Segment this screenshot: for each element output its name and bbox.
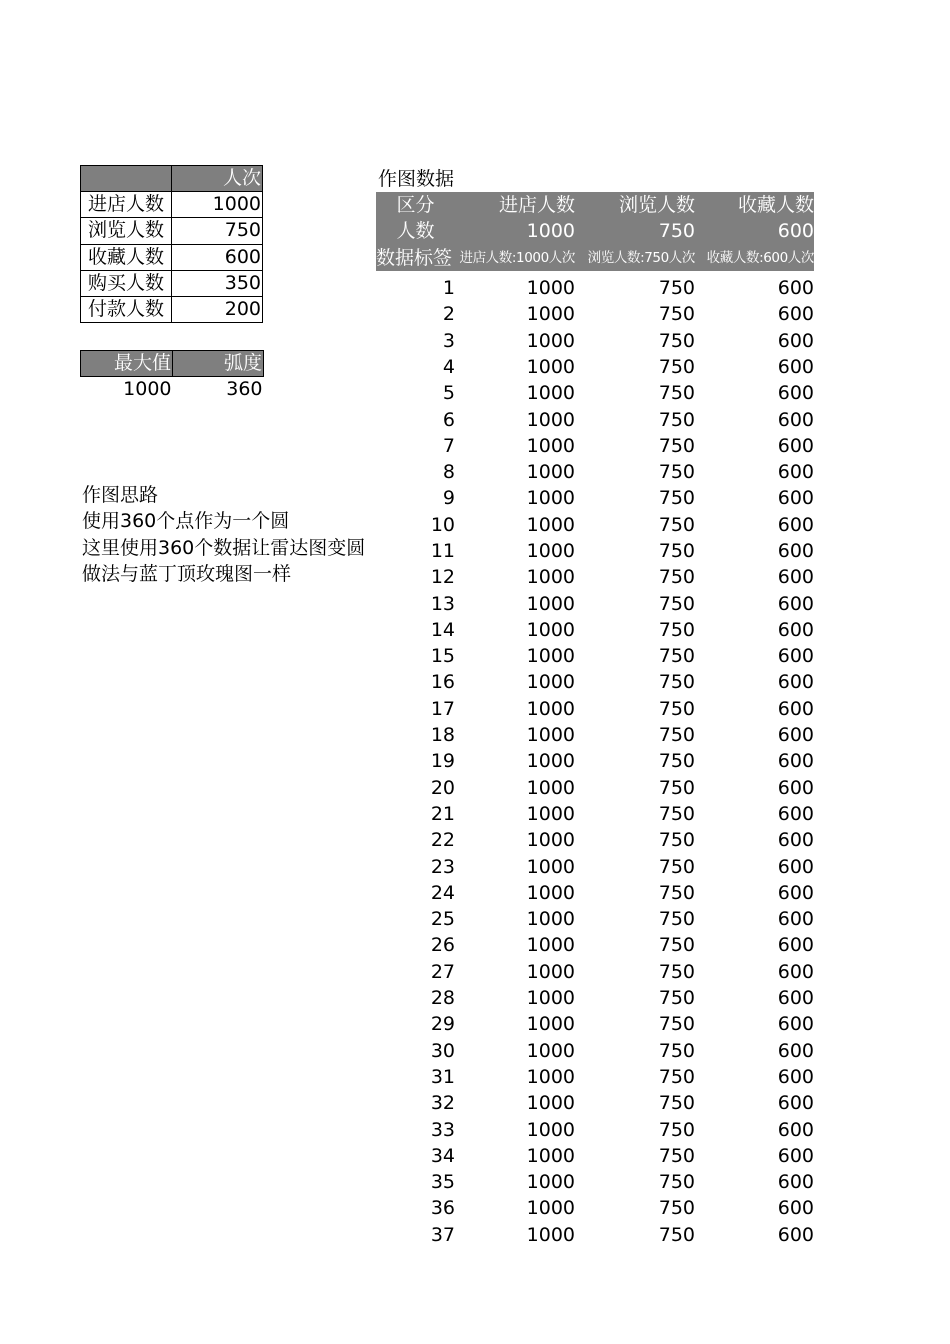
plot-data-cell[interactable]: 600 [777,277,814,300]
plot-data-cell[interactable]: 600 [777,855,814,878]
plot-data-row [376,1222,814,1248]
plot-data-cell[interactable]: 1000 [526,960,575,983]
arc-value-cell[interactable]: 360 [226,378,263,400]
plot-data-cell[interactable]: 25 [430,908,455,931]
plot-data-cell[interactable]: 750 [658,355,695,378]
plot-data-cell[interactable]: 600 [777,566,814,589]
plot-data-row [376,985,814,1011]
plot-data-cell[interactable]: 1000 [526,382,575,405]
summary-row [81,270,263,296]
plot-data-cell[interactable]: 600 [777,829,814,852]
plot-data-cell[interactable]: 600 [777,671,814,694]
plot-data-title[interactable]: 作图数据 [378,168,455,190]
plot-data-cell[interactable]: 30 [430,1039,455,1062]
notes-line[interactable]: 这里使用360个数据让雷达图变圆 [82,536,366,559]
plot-data-table-body [376,192,814,1248]
plot-data-cell[interactable]: 600 [777,303,814,326]
plot-data-cell[interactable]: 1000 [526,1223,575,1246]
plot-data-cell[interactable]: 1000 [526,1197,575,1220]
plot-data-cell[interactable]: 600 [777,1223,814,1246]
plot-data-cell[interactable]: 1000 [526,461,575,484]
plot-data-row [376,1169,814,1195]
plot-count-cell[interactable]: 750 [575,218,695,244]
plot-data-row [376,801,814,827]
plot-data-cell[interactable]: 600 [777,1013,814,1036]
plot-data-cell[interactable]: 1000 [526,1171,575,1194]
summary-label-cell[interactable]: 付款人数 [81,296,172,322]
summary-row [81,296,263,322]
plot-data-row [376,1038,814,1064]
plot-header-cell[interactable]: 区分 [376,192,455,218]
plot-data-cell[interactable]: 600 [777,645,814,668]
plot-data-cell[interactable]: 13 [430,592,455,615]
plot-data-cell[interactable]: 600 [777,776,814,799]
plot-data-cell[interactable]: 750 [658,303,695,326]
plot-data-cell[interactable]: 1000 [526,513,575,536]
plot-data-row [376,906,814,932]
plot-data-row [376,1195,814,1221]
plot-data-cell[interactable]: 2 [442,303,455,326]
plot-data-cell[interactable]: 33 [430,1118,455,1141]
plot-data-cell[interactable]: 18 [430,724,455,747]
plot-data-cell[interactable]: 750 [658,382,695,405]
plot-data-cell[interactable]: 600 [777,434,814,457]
summary-table-body [81,166,263,323]
plot-data-cell[interactable]: 1000 [526,1065,575,1088]
plot-data-cell[interactable]: 750 [658,1197,695,1220]
plot-data-cell[interactable]: 750 [658,750,695,773]
plot-data-cell[interactable]: 1000 [526,303,575,326]
plot-data-row [376,512,814,538]
plot-data-cell[interactable]: 14 [430,618,455,641]
summary-label-cell[interactable]: 购买人数 [81,270,172,296]
plot-data-cell[interactable]: 750 [658,855,695,878]
plot-data-cell[interactable]: 750 [658,987,695,1010]
plot-data-cell[interactable]: 750 [658,461,695,484]
plot-data-cell[interactable]: 1000 [526,1118,575,1141]
plot-data-cell[interactable]: 600 [777,355,814,378]
plot-data-row [376,459,814,485]
plot-data-cell[interactable]: 750 [658,671,695,694]
summary-header-value[interactable]: 人次 [172,166,263,192]
plot-data-row [376,380,814,406]
plot-data-cell[interactable]: 750 [658,1144,695,1167]
plot-data-cell[interactable]: 36 [430,1197,455,1220]
summary-label-cell[interactable]: 浏览人数 [81,218,172,244]
plot-data-cell[interactable]: 750 [658,1223,695,1246]
summary-header-label[interactable] [81,166,172,192]
plot-data-row [376,775,814,801]
plot-label-row [376,245,814,273]
plot-data-row [376,696,814,722]
plot-data-cell[interactable]: 5 [442,382,455,405]
plot-header-cell[interactable]: 进店人数 [455,192,575,218]
max-arc-value-row [81,377,264,403]
plot-data-cell[interactable]: 600 [777,987,814,1010]
plot-data-cell[interactable]: 1000 [526,277,575,300]
plot-data-row [376,827,814,853]
plot-data-cell[interactable]: 750 [658,487,695,510]
plot-data-cell[interactable]: 1000 [526,697,575,720]
plot-data-cell[interactable]: 1000 [526,776,575,799]
plot-data-row [376,617,814,643]
plot-data-row [376,273,814,301]
plot-data-row [376,932,814,958]
plot-data-cell[interactable]: 22 [430,829,455,852]
plot-data-row [376,1064,814,1090]
plot-data-cell[interactable]: 600 [777,1065,814,1088]
plot-data-cell[interactable]: 1000 [526,802,575,825]
plot-data-cell[interactable]: 35 [430,1171,455,1194]
plot-data-cell[interactable]: 1000 [526,1144,575,1167]
plot-data-cell[interactable]: 750 [658,697,695,720]
plot-data-cell[interactable]: 31 [430,1065,455,1088]
max-arc-table [80,350,264,402]
plot-data-row [376,354,814,380]
plot-label-cell[interactable]: 收藏人数:600人次 [695,245,814,273]
plot-data-cell[interactable]: 750 [658,408,695,431]
plot-data-cell[interactable]: 750 [658,934,695,957]
plot-data-row [376,327,814,353]
plot-data-cell[interactable]: 750 [658,1118,695,1141]
plot-data-cell[interactable]: 19 [430,750,455,773]
plot-label-cell[interactable]: 浏览人数:750人次 [575,245,695,273]
plot-data-cell[interactable]: 3 [442,329,455,352]
plot-data-cell[interactable]: 600 [777,1197,814,1220]
plot-data-cell[interactable]: 1000 [526,408,575,431]
plot-data-cell[interactable]: 750 [658,645,695,668]
plot-label-cell[interactable]: 数据标签 [376,245,455,273]
plot-header-row [376,192,814,218]
max-arc-header-row [81,351,264,377]
summary-value-cell[interactable]: 200 [172,296,263,322]
plot-data-cell[interactable]: 1000 [526,1013,575,1036]
plot-data-cell[interactable]: 750 [658,1039,695,1062]
plot-data-cell[interactable]: 1000 [526,645,575,668]
summary-row [81,244,263,270]
plot-count-row [376,218,814,244]
summary-value-cell[interactable]: 350 [172,270,263,296]
plot-data-cell[interactable]: 600 [777,513,814,536]
plot-data-cell[interactable]: 1000 [526,829,575,852]
plot-data-cell[interactable]: 750 [658,1092,695,1115]
plot-data-row [376,590,814,616]
plot-label-cell[interactable]: 进店人数:1000人次 [455,245,575,273]
plot-data-cell[interactable]: 600 [777,1092,814,1115]
plot-data-cell[interactable]: 6 [442,408,455,431]
summary-value-cell[interactable]: 750 [172,218,263,244]
plot-data-cell[interactable]: 750 [658,724,695,747]
plot-count-cell[interactable]: 1000 [455,218,575,244]
plot-data-cell[interactable]: 1000 [526,487,575,510]
plot-data-cell[interactable]: 750 [658,618,695,641]
plot-data-cell[interactable]: 600 [777,1039,814,1062]
plot-data-cell[interactable]: 750 [658,908,695,931]
plot-data-cell[interactable]: 600 [777,934,814,957]
plot-data-row [376,1116,814,1142]
plot-data-row [376,880,814,906]
summary-row [81,218,263,244]
notes-title[interactable]: 作图思路 [82,484,159,506]
plot-data-row [376,1143,814,1169]
plot-data-cell[interactable]: 600 [777,618,814,641]
plot-data-cell[interactable]: 750 [658,960,695,983]
plot-header-cell[interactable]: 收藏人数 [695,192,814,218]
plot-data-cell[interactable]: 16 [430,671,455,694]
plot-data-cell[interactable]: 1000 [526,355,575,378]
plot-data-cell[interactable]: 750 [658,1171,695,1194]
plot-data-cell[interactable]: 600 [777,329,814,352]
plot-data-cell[interactable]: 1000 [526,592,575,615]
plot-data-row [376,669,814,695]
plot-data-cell[interactable]: 600 [777,1144,814,1167]
summary-header-row [81,166,263,192]
plot-data-cell[interactable]: 600 [777,461,814,484]
plot-data-cell[interactable]: 1000 [526,750,575,773]
arc-header-cell[interactable]: 弧度 [173,351,264,377]
plot-data-cell[interactable]: 1000 [526,329,575,352]
notes-line[interactable]: 使用360个点作为一个圆 [82,510,290,533]
plot-data-cell[interactable]: 750 [658,1065,695,1088]
plot-data-cell[interactable]: 600 [777,881,814,904]
plot-data-row [376,959,814,985]
plot-data-cell[interactable]: 34 [430,1144,455,1167]
plot-data-cell[interactable]: 600 [777,960,814,983]
plot-data-cell[interactable]: 600 [777,697,814,720]
plot-data-cell[interactable]: 4 [442,355,455,378]
plot-data-cell[interactable]: 600 [777,802,814,825]
plot-data-row [376,538,814,564]
plot-data-cell[interactable]: 750 [658,776,695,799]
plot-data-cell[interactable]: 750 [658,829,695,852]
plot-data-cell[interactable]: 1000 [526,855,575,878]
plot-data-row [376,564,814,590]
plot-data-cell[interactable]: 37 [430,1223,455,1246]
plot-data-cell[interactable]: 600 [777,908,814,931]
notes-line[interactable]: 做法与蓝丁顶玫瑰图一样 [82,562,292,585]
summary-label-cell[interactable]: 进店人数 [81,192,172,218]
plot-data-cell[interactable]: 1000 [526,1039,575,1062]
plot-data-cell[interactable]: 750 [658,566,695,589]
plot-data-cell[interactable]: 1000 [526,434,575,457]
plot-data-cell[interactable]: 1000 [526,566,575,589]
plot-data-cell[interactable]: 24 [430,881,455,904]
plot-data-cell[interactable]: 1000 [526,618,575,641]
plot-data-cell[interactable]: 27 [430,960,455,983]
plot-data-cell[interactable]: 600 [777,750,814,773]
plot-data-row [376,406,814,432]
plot-data-cell[interactable]: 7 [442,434,455,457]
plot-data-cell[interactable]: 750 [658,802,695,825]
plot-data-row [376,433,814,459]
plot-data-cell[interactable]: 600 [777,408,814,431]
plot-data-cell[interactable]: 10 [430,513,455,536]
plot-data-cell[interactable]: 600 [777,382,814,405]
plot-data-cell[interactable]: 750 [658,434,695,457]
plot-data-cell[interactable]: 1000 [526,671,575,694]
plot-data-cell[interactable]: 1000 [526,881,575,904]
notes-block [82,482,365,587]
summary-value-cell[interactable]: 1000 [172,192,263,218]
plot-data-cell[interactable]: 12 [430,566,455,589]
plot-data-row [376,1090,814,1116]
plot-data-cell[interactable]: 600 [777,724,814,747]
plot-data-cell[interactable]: 21 [430,802,455,825]
summary-label-cell[interactable]: 收藏人数 [81,244,172,270]
plot-count-cell[interactable]: 600 [695,218,814,244]
plot-data-cell[interactable]: 600 [777,1171,814,1194]
plot-data-table [376,192,814,1248]
plot-data-cell[interactable]: 17 [430,697,455,720]
plot-data-cell[interactable]: 750 [658,277,695,300]
plot-data-cell[interactable]: 600 [777,487,814,510]
plot-data-row [376,1011,814,1037]
plot-data-cell[interactable]: 29 [430,1013,455,1036]
plot-data-cell[interactable]: 1000 [526,540,575,562]
plot-data-cell[interactable]: 1000 [526,908,575,931]
plot-data-row [376,748,814,774]
plot-data-cell[interactable]: 1000 [526,934,575,957]
plot-data-row [376,485,814,511]
plot-data-cell[interactable]: 1000 [526,987,575,1010]
plot-data-cell[interactable]: 600 [777,592,814,615]
plot-data-cell[interactable]: 11 [430,540,455,562]
plot-header-cell[interactable]: 浏览人数 [575,192,695,218]
plot-count-cell[interactable]: 人数 [376,218,455,244]
plot-data-cell[interactable]: 28 [430,987,455,1010]
plot-data-cell[interactable]: 20 [430,776,455,799]
plot-data-cell[interactable]: 9 [442,487,455,510]
plot-data-cell[interactable]: 8 [442,461,455,484]
plot-data-cell[interactable]: 26 [430,934,455,957]
plot-data-cell[interactable]: 750 [658,540,695,562]
plot-data-row [376,301,814,327]
plot-data-cell[interactable]: 1 [442,277,455,300]
plot-data-cell[interactable]: 750 [658,881,695,904]
plot-data-cell[interactable]: 750 [658,513,695,536]
plot-data-cell[interactable]: 750 [658,592,695,615]
max-header-cell[interactable]: 最大值 [81,351,173,377]
plot-data-cell[interactable]: 750 [658,1013,695,1036]
plot-data-row [376,853,814,879]
plot-data-cell[interactable]: 32 [430,1092,455,1115]
max-value-cell[interactable]: 1000 [123,378,172,400]
plot-data-row [376,643,814,669]
summary-row [81,192,263,218]
summary-value-cell[interactable]: 600 [172,244,263,270]
plot-data-cell[interactable]: 600 [777,1118,814,1141]
plot-data-cell[interactable]: 15 [430,645,455,668]
plot-data-cell[interactable]: 600 [777,540,814,562]
plot-data-cell[interactable]: 1000 [526,724,575,747]
plot-data-cell[interactable]: 750 [658,329,695,352]
summary-table [80,165,263,323]
plot-data-row [376,722,814,748]
plot-data-cell[interactable]: 23 [430,855,455,878]
plot-data-cell[interactable]: 1000 [526,1092,575,1115]
